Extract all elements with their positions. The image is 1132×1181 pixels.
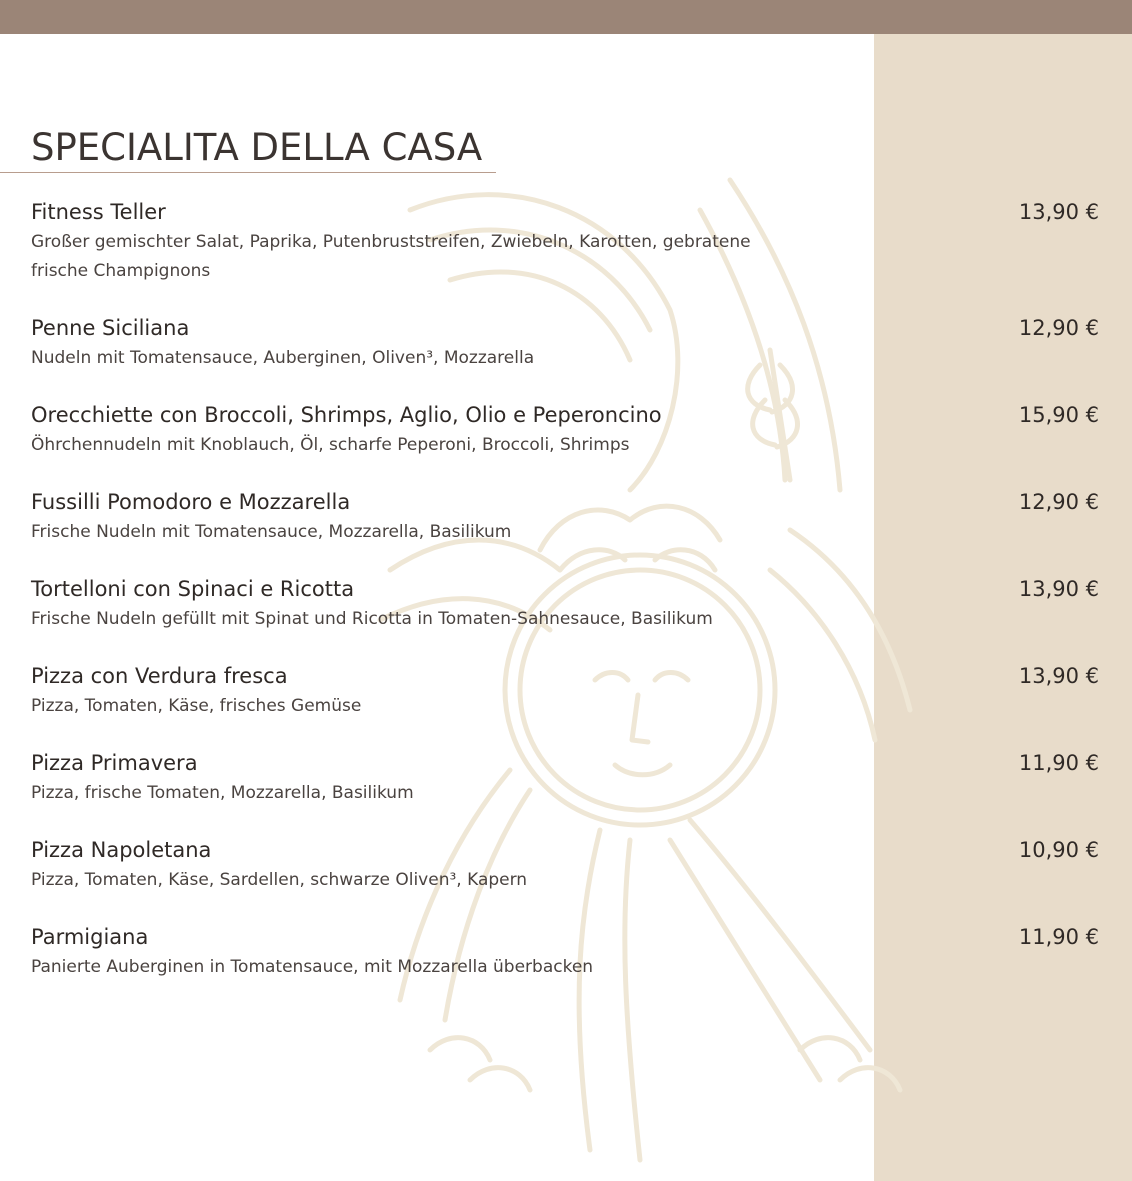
menu-item	[31, 924, 1099, 982]
menu-item-name: Pizza Primavera	[31, 751, 198, 775]
menu-item-price: 13,90 €	[1018, 200, 1099, 224]
menu-item-price: 13,90 €	[1018, 664, 1099, 688]
menu-item-name: Penne Siciliana	[31, 316, 190, 340]
menu-item	[31, 315, 1099, 373]
menu-item-price: 10,90 €	[1018, 838, 1099, 862]
menu-item-description: Öhrchennudeln mit Knoblauch, Öl, scharfe Peperoni, Broccoli, Shrimps	[31, 435, 630, 455]
menu-item-price: 13,90 €	[1018, 577, 1099, 601]
menu-item	[31, 663, 1099, 721]
menu-item-description: Frische Nudeln mit Tomatensauce, Mozzarella, Basilikum	[31, 522, 512, 542]
menu-item	[31, 489, 1099, 547]
menu-item-description: Frische Nudeln gefüllt mit Spinat und Ricotta in Tomaten-Sahnesauce, Basilikum	[31, 609, 713, 629]
menu-item	[31, 199, 1099, 286]
menu-item-price: 11,90 €	[1018, 751, 1099, 775]
menu-item-name: Fitness Teller	[31, 200, 166, 224]
page-title: SPECIALITA DELLA CASA	[31, 126, 483, 169]
menu-item-description: Nudeln mit Tomatensauce, Auberginen, Oliven³, Mozzarella	[31, 348, 535, 368]
menu-item	[31, 837, 1099, 895]
menu-item	[31, 402, 1099, 460]
top-header-bar	[0, 0, 1132, 34]
menu-item-description: Pizza, Tomaten, Käse, frisches Gemüse	[31, 696, 362, 716]
menu-item-price: 12,90 €	[1018, 316, 1099, 340]
title-underline	[0, 172, 496, 173]
menu-item-price: 11,90 €	[1018, 925, 1099, 949]
menu-item-name: Tortelloni con Spinaci e Ricotta	[31, 577, 355, 601]
menu-item	[31, 576, 1099, 634]
menu-item-name: Pizza con Verdura fresca	[31, 664, 288, 688]
menu-item-price: 12,90 €	[1018, 490, 1099, 514]
menu-item-description: Pizza, Tomaten, Käse, Sardellen, schwarze Oliven³, Kapern	[31, 870, 528, 890]
menu-item-name: Parmigiana	[31, 925, 149, 949]
menu-item-description: Panierte Auberginen in Tomatensauce, mit Mozzarella überbacken	[31, 957, 594, 977]
menu-item	[31, 750, 1099, 808]
menu-item-name: Orecchiette con Broccoli, Shrimps, Aglio, Olio e Peperoncino	[31, 403, 662, 427]
menu-item-name: Fussilli Pomodoro e Mozzarella	[31, 490, 351, 514]
menu-item-description: Pizza, frische Tomaten, Mozzarella, Basilikum	[31, 783, 414, 803]
menu-item-description: Großer gemischter Salat, Paprika, Putenbruststreifen, Zwiebeln, Karotten, gebratene frische Champignons	[31, 232, 751, 281]
menu-item-price: 15,90 €	[1018, 403, 1099, 427]
menu-item-name: Pizza Napoletana	[31, 838, 212, 862]
